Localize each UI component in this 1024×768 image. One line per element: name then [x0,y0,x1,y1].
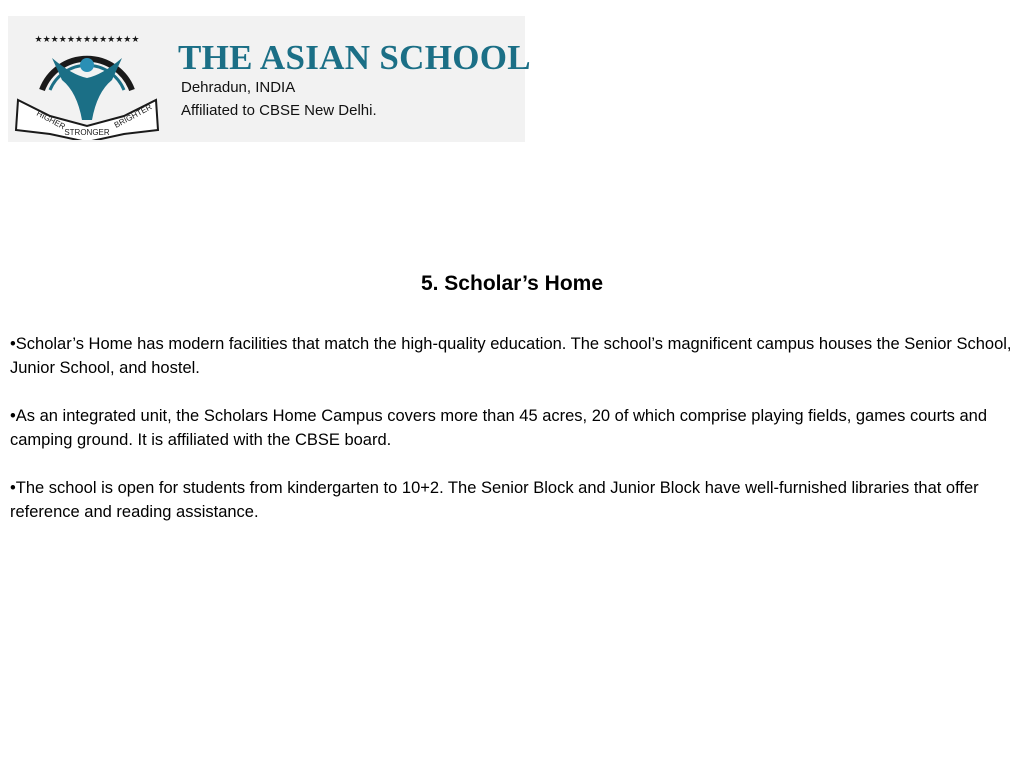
motto-center: STRONGER [64,128,110,137]
school-name: THE ASIAN SCHOOL [178,38,531,77]
bullet-paragraph: •As an integrated unit, the Scholars Home Campus covers more than 45 acres, 20 of which comprise playing fields, games courts and camping ground. It is affiliated with the CBSE board. [10,407,988,449]
bullet-paragraph: •Scholar’s Home has modern facilities that match the high-quality education. The school’s magnificent campus houses the Senior School, Junior School, and hostel. [10,335,1012,377]
school-location: Dehradun, INDIA [181,79,296,96]
school-affiliation: Affiliated to CBSE New Delhi. [181,102,377,119]
svg-text:★★★★★★★★★★★★★: ★★★★★★★★★★★★★ [34,35,140,45]
school-header-banner [8,16,531,142]
school-emblem-icon [12,20,162,140]
bullet-paragraph: •The school is open for students from kindergarten to 10+2. The Senior Block and Junior Block have well-furnished libraries that offer reference and reading assistance. [10,479,979,521]
motto-left: HIGHER [35,108,67,132]
slide-body [10,332,1018,548]
motto-right: BRIGHTER [112,102,154,130]
slide-title: 5. Scholar’s Home [420,272,604,295]
